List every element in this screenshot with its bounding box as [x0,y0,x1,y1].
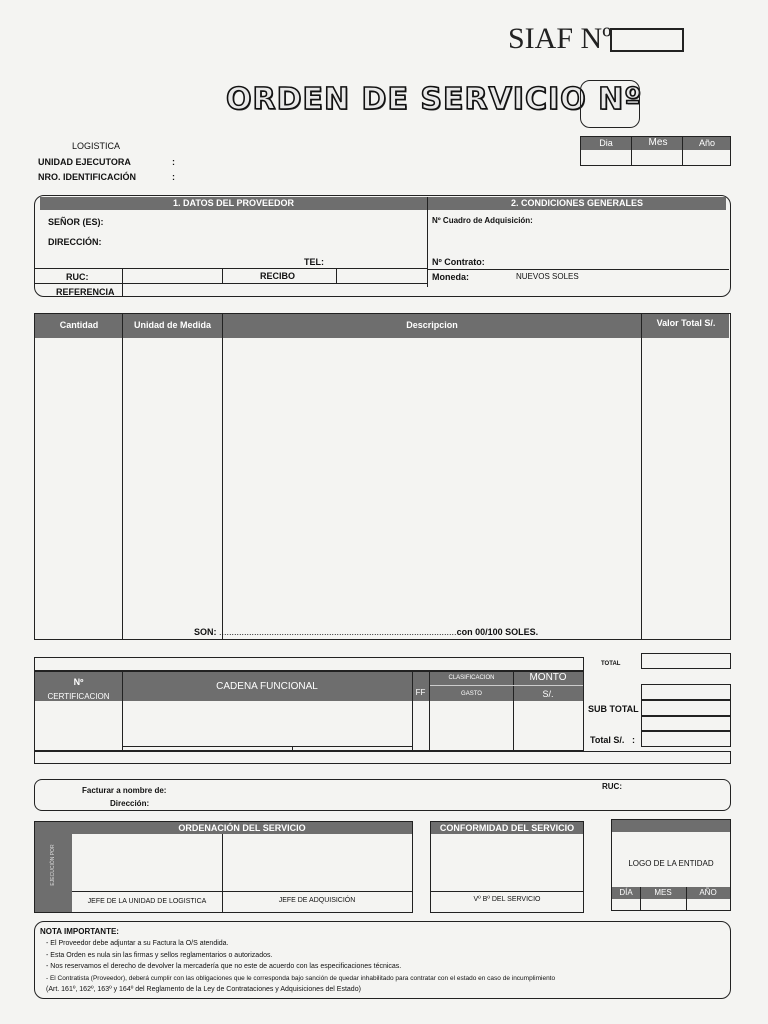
jefe-logistica-label: JEFE DE LA UNIDAD DE LOGISTICA [87,898,207,905]
page-title: ORDEN DE SERVICIO Nº [226,82,643,117]
contrato-label: Nº Contrato: [432,257,485,267]
logo-dia: DÍA [619,888,633,897]
nota-line: - El Proveedor debe adjuntar a su Factura la O/S atendida. [46,940,229,947]
total-soles-label: Total S/. [590,735,625,745]
ruc-row [34,268,428,284]
cadena-certificacion: CERTIFICACION [47,692,110,701]
logo-anio: AÑO [699,888,717,897]
bottom-strip [34,751,731,764]
moneda-value: NUEVOS SOLES [516,272,579,281]
ruc-label: RUC: [66,272,89,282]
cadena-gasto: GASTO [461,691,482,697]
tel-label: TEL: [304,257,324,267]
vb-servicio-label: Vº Bº DEL SERVICIO [473,896,541,903]
son-label: SON: [194,627,217,637]
col-descripcion: Descripcion [406,320,458,330]
cadena-clasificacion: CLASIFICACION [448,675,495,681]
facturar-direccion-label: Dirección: [110,799,150,808]
colon: : [172,172,175,182]
referencia-label: REFERENCIA [56,287,115,297]
total-field[interactable] [641,653,731,669]
nota-line: (Art. 161º, 162º, 163º y 164º del Reglamento de la Ley de Contrataciones y Adquisiciones del Estado) [46,986,361,993]
nota-list [46,938,555,996]
jefe-adquisicion-label: JEFE DE ADQUISICIÓN [278,897,356,904]
nota-line: - Esta Orden es nula sin las firmas y sellos reglamentarios o autorizados. [46,951,273,959]
logistica-label: LOGISTICA [72,141,121,151]
date-anio-label: Año [698,138,715,148]
cadena-funcional-label: CADENA FUNCIONAL [216,681,318,692]
date-mes-label: Mes [648,137,668,148]
siaf-label: SIAF Nº [508,22,612,55]
recibo-label: RECIBO [260,271,296,281]
colon: : [172,157,175,167]
colon: : [632,735,635,745]
moneda-label: Moneda: [432,272,469,282]
cadena-soles: S/. [542,689,554,699]
subtotal-field-2[interactable] [641,716,731,731]
date-dia-label: Dia [599,138,613,148]
logo-mes: MES [654,888,672,897]
nota-line: - Nos reservamos el derecho de devolver la mercadería que no este de acuerdo con las especificaciones técnicas. [46,963,402,970]
facturar-label: Facturar a nombre de: [82,786,167,795]
unidad-ejecutora-label: UNIDAD EJECUTORA [38,157,131,167]
sub-total-label: SUB TOTAL [588,704,639,714]
senor-label: SEÑOR (ES): [48,217,104,227]
top-strip [34,657,584,671]
logo-label: LOGO DE LA ENTIDAD [628,859,714,868]
col-cantidad: Cantidad [59,320,99,330]
proveedor-heading: 1. DATOS DEL PROVEEDOR [40,197,427,210]
cadena-monto: MONTO [529,672,567,683]
order-number-field[interactable] [580,80,640,128]
nro-identificacion-label: NRO. IDENTIFICACIÓN [38,172,136,182]
cuadro-adquisicion-label: Nº Cuadro de Adquisición: [432,216,533,225]
total-soles-field[interactable] [641,731,731,747]
nota-title: NOTA IMPORTANTE: [40,927,119,936]
siaf-number-field[interactable] [610,28,684,52]
ordenacion-heading: ORDENACIÓN DEL SERVICIO [72,822,412,834]
son-dots: ............................................................................................... [219,627,457,637]
cadena-ff: FF [415,688,426,697]
son-line [194,627,538,637]
son-suffix: con 00/100 SOLES. [456,627,539,637]
facturar-ruc-label: RUC: [602,782,622,791]
condiciones-heading: 2. CONDICIONES GENERALES [428,197,726,210]
total-label: TOTAL [601,661,621,667]
items-table [34,313,731,640]
subtotal-field[interactable] [641,700,731,716]
ejecucion-label: EJECUCIÓN POR [50,844,56,886]
nota-line: - El Contratista (Proveedor), deberá cumplir con las obligaciones que le corresponda bajo sanción de quedar inhabilitado para contratar con el estado en caso de incumplimiento [46,974,556,982]
logo-box-header [612,820,730,832]
col-unidad-medida: Unidad de Medida [133,320,211,330]
cadena-nro: Nº [73,677,84,687]
total-field-2[interactable] [641,684,731,700]
conformidad-heading: CONFORMIDAD DEL SERVICIO [431,822,583,834]
col-valor-total: Valor Total S/. [656,318,716,328]
date-box [580,136,731,166]
direccion-label: DIRECCIÓN: [48,237,102,247]
